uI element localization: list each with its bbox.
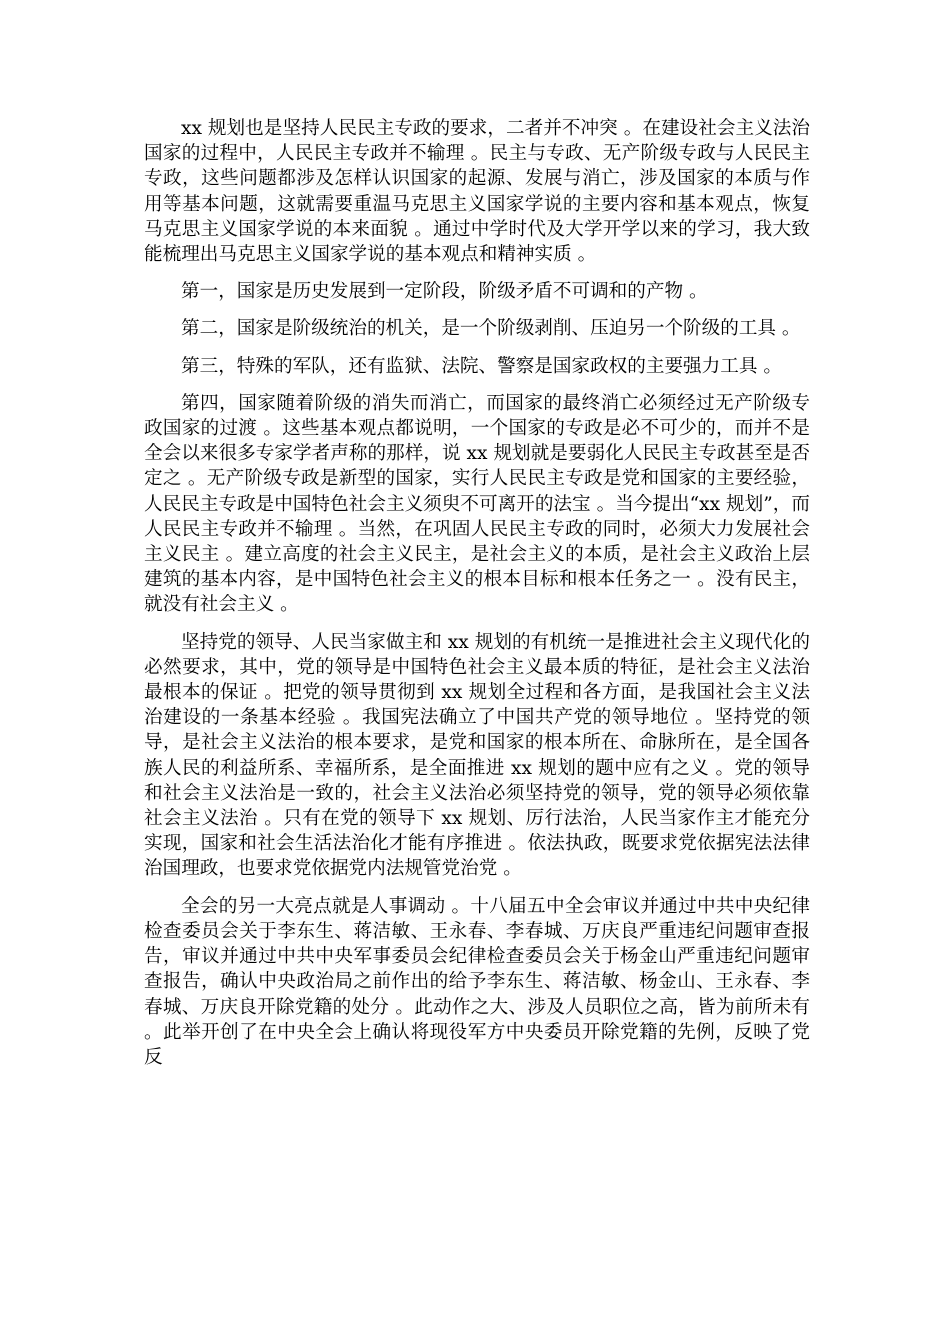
paragraph-3: 第二，国家是阶级统治的机关，是一个阶级剥削、压迫另一个阶级的工具 。	[181, 318, 801, 340]
paragraph-1: xx 规划也是坚持人民民主专政的要求，二者并不冲突 。在建设社会主义法治国家的过程中，人民民主专政并不输理 。民主与专政、无产阶级专政与人民民主专政，这些问题都涉及怎样认识国家的起源、发展与消亡，涉及国家的本质与作用等基本问题，这就需要重温马克思主义国家学说的主要内容和基本观点，恢复马克思主义国家学说的本来面貌 。通过中学时代及大学开学以来的学习，我大致能梳理出马克思主义国家学说的基本观点和精神实质 。	[144, 118, 810, 266]
paragraph-6: 坚持党的领导、人民当家做主和 xx 规划的有机统一是推进社会主义现代化的必然要求，其中，党的领导是中国特色社会主义最本质的特征，是社会主义法治最根本的保证 。把党的领导贯彻到 xx 规划全过程和各方面，是我国社会主义法治建设的一条基本经验 。我国宪法确立了中国共产党的领导地位 。坚持党的领导，是社会主义法治的根本要求，是党和国家的根本所在、命脉所在，是全国各族人民的利益所系、幸福所系，是全面推进 xx 规划的题中应有之义 。党的领导和社会主义法治是一致的，社会主义法治必须坚持党的领导，党的领导必须依靠社会主义法治 。只有在党的领导下 xx 规划、厉行法治，人民当家作主才能充分实现，国家和社会生活法治化才能有序推进 。依法执政，既要求党依据宪法法律治国理政，也要求党依据党内法规管党治党 。	[144, 631, 810, 880]
paragraph-2: 第一，国家是历史发展到一定阶段，阶级矛盾不可调和的产物 。	[181, 281, 708, 303]
paragraph-7: 全会的另一大亮点就是人事调动 。十八届五中全会审议并通过中共中央纪律检查委员会关于李东生、蒋洁敏、王永春、李春城、万庆良严重违纪问题审查报告，审议并通过中共中央军事委员会纪律检查委员会关于杨金山严重违纪问题审查报告，确认中央政治局之前作出的给予李东生、蒋洁敏、杨金山、王永春、李春城、万庆良开除党籍的处分 。此动作之大、涉及人员职位之高，皆为前所未有 。此举开创了在中央全会上确认将现役军方中央委员开除党籍的先例，反映了党反	[144, 895, 810, 1068]
document-body	[144, 116, 810, 1082]
paragraph-4: 第三，特殊的军队，还有监狱、法院、警察是国家政权的主要强力工具 。	[181, 355, 782, 377]
paragraph-5: 第四，国家随着阶级的消失而消亡，而国家的最终消亡必须经过无产阶级专政国家的过渡 。这些基本观点都说明，一个国家的专政是必不可少的，而并不是全会以来很多专家学者声称的那样，说 xx 规划就是要弱化人民民主专政甚至是否定之 。无产阶级专政是新型的国家，实行人民民主专政是党和国家的主要经验，人民民主专政是中国特色社会主义须臾不可离开的法宝 。当今提出“xx 规划”，而人民民主专政并不输理 。当然，在巩固人民民主专政的同时，必须大力发展社会主义民主 。建立高度的社会主义民主，是社会主义的本质，是社会主义政治上层建筑的基本内容，是中国特色社会主义的根本目标和根本任务之一 。没有民主，就没有社会主义 。	[144, 392, 810, 616]
